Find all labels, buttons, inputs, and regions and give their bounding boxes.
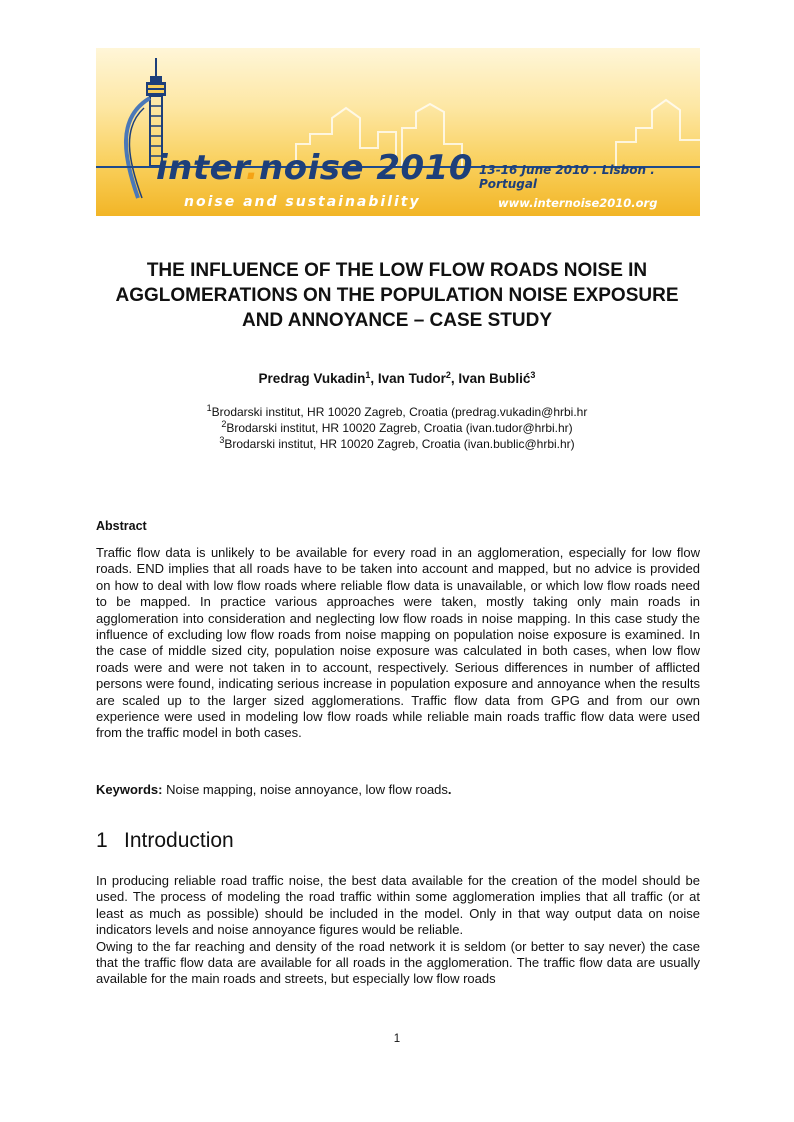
author-name: Predrag Vukadin — [258, 371, 366, 386]
section-title: Introduction — [124, 829, 234, 852]
author-list: Predrag Vukadin$^1$, Ivan Tudor$^2$, Ivan Bublić$^3$ — [258, 370, 536, 386]
affiliation: $^2$Brodarski institut, HR 10020 Zagreb, Croatia (ivan.tudor@hrbi.hr) — [221, 419, 573, 435]
paper-title: THE INFLUENCE OF THE LOW FLOW ROADS NOISE IN AGGLOMERATIONS ON THE POPULATION NOISE EXPOSURE AND ANNOYANCE – CASE STUDY — [115, 260, 679, 331]
keywords-text: Noise mapping, noise annoyance, low flow roads — [162, 782, 448, 797]
affiliation-list — [96, 404, 698, 452]
conference-url: www.internoise2010.org — [498, 196, 658, 210]
author-affil-mark: 1 — [365, 370, 371, 380]
abstract-heading: Abstract — [96, 519, 147, 533]
conference-banner — [96, 48, 700, 216]
author-name: Ivan Tudor — [377, 371, 446, 386]
conference-tagline: noise and sustainability — [184, 194, 421, 210]
affiliation: $^3$Brodarski institut, HR 10020 Zagreb, Croatia (ivan.bublic@hrbi.hr) — [219, 435, 575, 451]
author-name: Ivan Bublić — [458, 371, 531, 386]
keywords-label: Keywords: — [96, 782, 163, 797]
intro-text — [96, 873, 700, 988]
abstract-text: Traffic flow data is unlikely to be available for every road in an agglomeration, especially for low flow roads. END implies that all roads have to be taken into account and mapped, but no advice is provided on how to deal with low flow roads where reliable flow data is unavailable, or which low flow roads need to be mapped. In practice various approaches were taken, mostly taking only main roads in agglomeration into consideration and neglecting low flow roads in noise mapping. In this case study the influence of excluding low flow roads from noise mapping on population noise exposure is examined. In the case of middle sized city, population noise exposure was calculated in both cases, when low flow roads were and were not taken in to account, respectively. Serious differences in number of afflicted persons were found, indicating serious increase in population exposure and annoyance when the results are scaled up to the larger sized agglomerations. Traffic flow data from GPG and from our own experience were used in modeling low flow roads while reliable main roads traffic flow data were used from the traffic model in both cases. — [96, 545, 700, 741]
intro-paragraph: Owing to the far reaching and density of the road network it is seldom (or better to say never) the case that the traffic flow data are available for all roads in the agglomeration. The traffic flow data are usually available for the main roads and streets, but especially low flow roads — [96, 938, 700, 987]
page-number: 1 — [393, 1033, 401, 1045]
author-affil-mark: 3 — [530, 370, 536, 380]
keywords: Keywords: Noise mapping, noise annoyance, low flow roads. — [96, 782, 452, 797]
intro-paragraph: In producing reliable road traffic noise, the best data available for the creation of the model should be used. The process of modeling the road traffic within some agglomeration implies that all traffic (or at least as much as possible) should be included in the model. Only in that way output data on noise indicators levels and noise annoyance figures would be reliable. — [96, 873, 700, 938]
author-affil-mark: 2 — [445, 370, 451, 380]
conference-dates: 13-16 June 2010 . Lisbon . Portugal — [479, 163, 655, 191]
section-heading — [96, 829, 234, 853]
affiliation: $^1$Brodarski institut, HR 10020 Zagreb, Croatia (predrag.vukadin@hrbi.hr — [206, 403, 588, 419]
section-number: 1 — [96, 829, 108, 852]
brand-logo: inter.noise 2010 — [156, 148, 473, 188]
